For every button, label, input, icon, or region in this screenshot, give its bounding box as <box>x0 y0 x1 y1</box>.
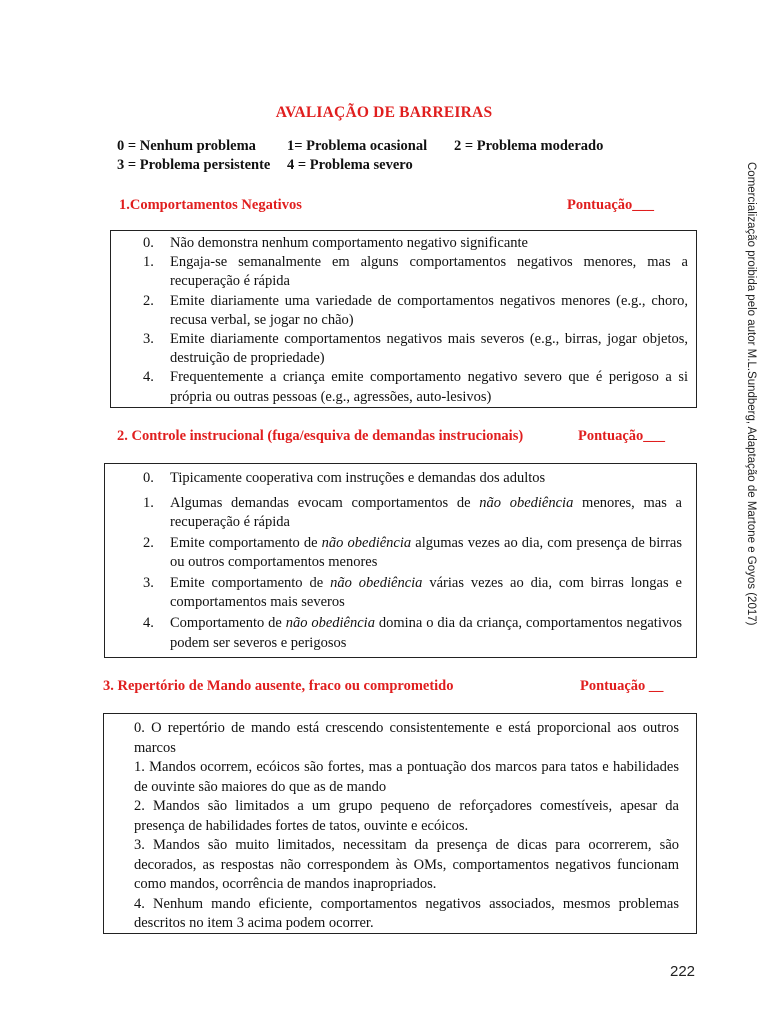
list-item: 0. O repertório de mando está crescendo consistentemente e está proporcional aos outros marcos <box>134 720 679 756</box>
section-1-list <box>143 234 688 407</box>
list-item: 0. Não demonstra nenhum comportamento negativo significante <box>143 235 528 251</box>
section-1-box <box>110 230 697 408</box>
section-2-score: Pontuação___ <box>578 428 665 444</box>
list-item: 3. Mandos são muito limitados, necessitam da presença de dicas para ocorrerem, são decorados, as respostas não correspondem às OMs, comportamentos negativos funcionam como mandos, ocorrência de mandos inapropriados. <box>134 837 679 892</box>
scale-0: 0 = Nenhum problema <box>117 138 256 154</box>
section-2-box <box>104 463 697 658</box>
scale-2: 2 = Problema moderado <box>454 138 604 154</box>
section-2-heading: 2. Controle instrucional (fuga/esquiva de demandas instrucionais) <box>117 428 524 444</box>
list-item: 1. Algumas demandas evocam comportamentos de não obediência menores, mas a recuperação é rápida <box>143 495 682 531</box>
list-item: 1. Engaja-se semanalmente em alguns comportamentos negativos menores, mas a recuperação é rápida <box>143 254 688 290</box>
scale-legend-line-1 <box>117 138 603 155</box>
list-item: 2. Emite diariamente uma variedade de comportamentos negativos menores (e.g., choro, recusa verbal, se jogar no chão) <box>143 292 688 328</box>
scale-4: 4 = Problema severo <box>287 157 413 173</box>
section-1-score: Pontuação___ <box>567 197 654 213</box>
section-3-box <box>103 713 697 934</box>
list-item: 4. Nenhum mando eficiente, comportamentos negativos associados, mesmos problemas descritos no item 3 acima podem ocorrer. <box>134 895 679 931</box>
section-2-list <box>143 469 682 653</box>
scale-legend-line-2 <box>117 157 413 174</box>
section-3-list <box>134 719 679 934</box>
list-item: 4. Frequentemente a criança emite comportamento negativo severo que é perigoso a si própria ou outras pessoas (e.g., agressões, auto-lesivos) <box>143 369 688 405</box>
scale-3: 3 = Problema persistente <box>117 157 271 173</box>
page-title: AVALIAÇÃO DE BARREIRAS <box>275 104 493 121</box>
list-item: 0. Tipicamente cooperativa com instruções e demandas dos adultos <box>143 470 546 486</box>
list-item: 3. Emite comportamento de não obediência várias vezes ao dia, com birras longas e comportamentos mais severos <box>143 575 682 611</box>
list-item: 2. Mandos são limitados a um grupo pequeno de reforçadores comestíveis, apesar da presença de habilidades fortes de tatos, ouvinte e ecóicos. <box>134 798 679 834</box>
section-3-score: Pontuação __ <box>580 678 664 694</box>
list-item: 4. Comportamento de não obediência domina o dia da criança, comportamentos negativos podem ser severos e perigosos <box>143 615 683 651</box>
page-number: 222 <box>670 963 696 980</box>
section-3-heading: 3. Repertório de Mando ausente, fraco ou comprometido <box>103 678 454 694</box>
list-item: 1. Mandos ocorrem, ecóicos são fortes, mas a pontuação dos marcos para tatos e habilidades de ouvinte são maiores do que as de mando <box>134 759 679 795</box>
section-1-heading: 1.Comportamentos Negativos <box>119 197 302 213</box>
list-item: 2. Emite comportamento de não obediência algumas vezes ao dia, com presença de birras ou outros comportamentos menores <box>143 534 682 570</box>
scale-1: 1= Problema ocasional <box>287 138 428 154</box>
list-item: 3. Emite diariamente comportamentos negativos mais severos (e.g., birras, jogar objetos, destruição de propriedade) <box>143 331 688 367</box>
copyright-sidebar: Comercialização proibida pelo autor M.L.Sundberg, Adaptação de Martone e Goyos (2017) <box>745 162 757 626</box>
